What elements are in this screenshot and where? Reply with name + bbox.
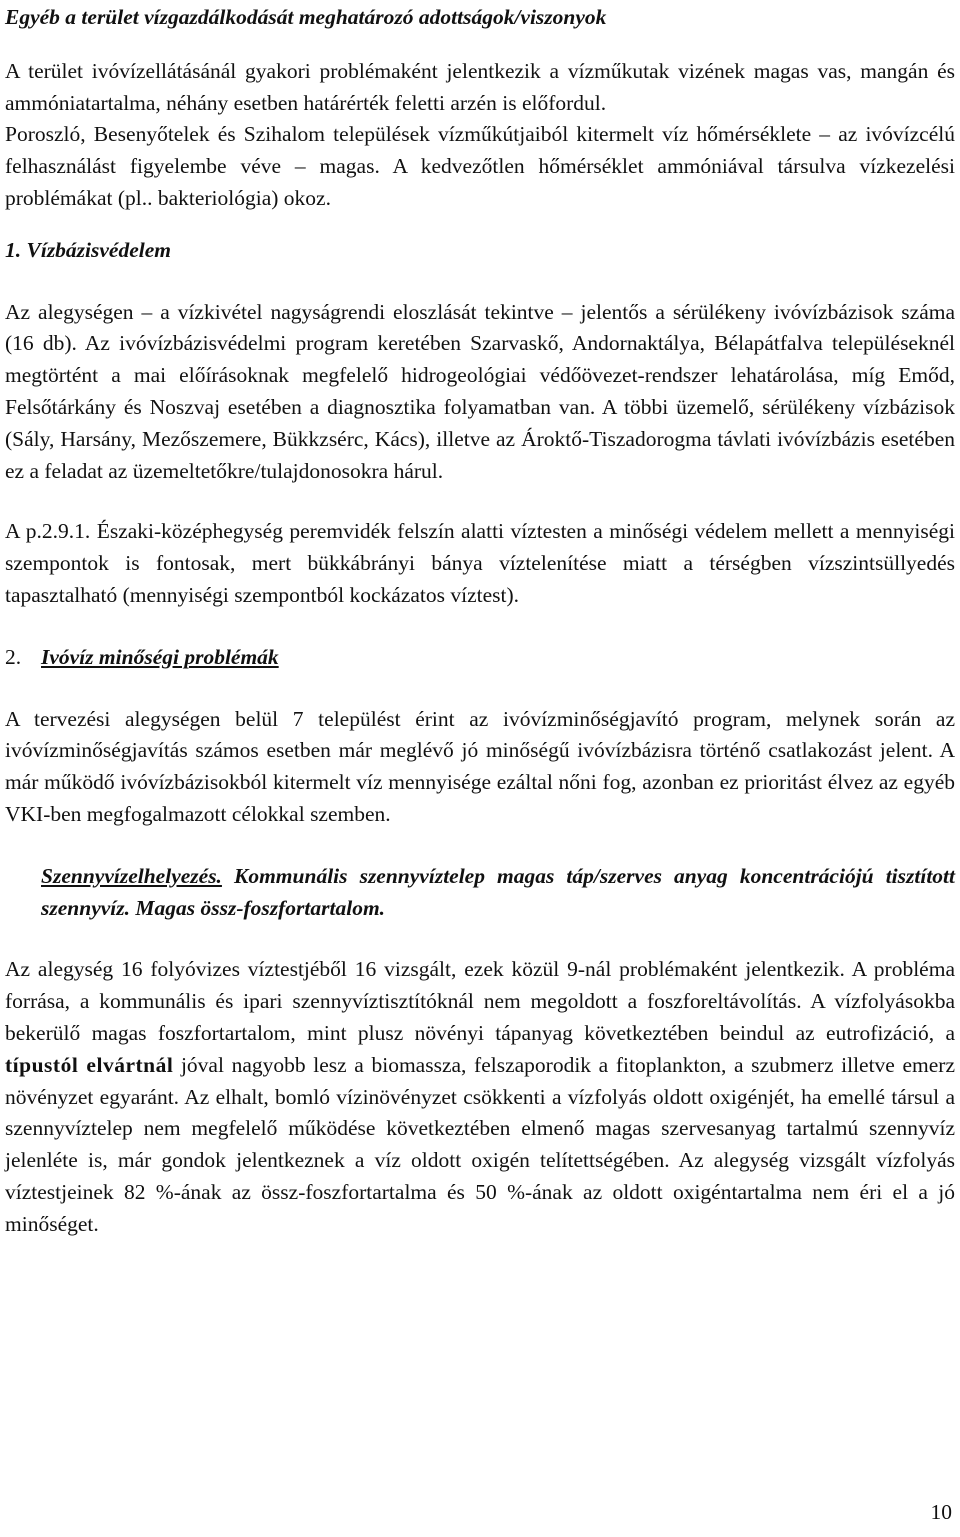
heading-3 bbox=[5, 861, 955, 925]
heading-3-number bbox=[5, 861, 41, 893]
section-1-paragraph-2: A p.2.9.1. Északi-középhegység peremvidék felszín alatti víztesten a minőségi védelem mellett a mennyiségi szempontok is fontosak, mert bükkábrányi bánya víztelenítése miatt a térségben vízszintsüllyedés tapasztalható (mennyiségi szempontból kockázatos víztest). bbox=[5, 519, 955, 607]
heading-1 bbox=[5, 235, 955, 267]
section-3-text-a: Az alegység 16 folyóvizes víztestjéből 16 vizsgált, ezek közül 9-nál problémaként jelentkezik. A probléma forrása, a kommunális és ipari szennyvíztisztítóknál nem megoldott a foszforeltávolítás. A vízfolyásokba bekerülő magas foszfortartalom, mint plusz növényi tápanyag következtében beindul az eutrofizáció, a bbox=[5, 957, 955, 1045]
heading-3-subtitle: Kommunális szennyvíztelep magas táp/szerves anyag koncentrációjú tisztított szennyvíz. Magas össz-foszfortartalom. bbox=[41, 863, 955, 920]
section-2-paragraph-1: A tervezési alegységen belül 7 települést érint az ivóvízminőségjavító program, melynek során az ivóvízminőségjavítás számos esetben már meglévő jó minőségű ivóvízbázisra történő csatlakozást jelent. A már működő ivóvízbázisokból kitermelt víz mennyisége ezáltal nőni fog, azonban ez prioritást élvez az egyéb VKI-ben megfogalmazott célokkal szemben. bbox=[5, 706, 955, 826]
page-number: 10 bbox=[930, 1500, 952, 1524]
document-page bbox=[5, 0, 955, 1241]
heading-1-title: Vízbázisvédelem bbox=[26, 237, 172, 262]
section-1-paragraph-1: Az alegységen – a vízkivétel nagyságrendi eloszlását tekintve – jelentős a sérülékeny ivóvízbázisok száma (16 db). Az ivóvízbázisvédelmi program keretében Szarvaskő, Andornaktálya, Bélapátfalva településeknél megtörtént a mai előírásoknak megfelelő hidrogeológiai védőövezet-rendszer lehatárolása, míg Emőd, Felsőtárkány és Noszvaj esetében a diagnosztika folyamatban van. A többi üzemelő, sérülékeny vízbázisok (Sály, Harsány, Mezőszemere, Bükkzsérc, Kács), illetve az Ároktő-Tiszadorogma távlati ivóvízbázis esetében ez a feladat az üzemeltetőkre/tulajdonosokra hárul. bbox=[5, 299, 955, 483]
heading-2-title: Ivóvíz minőségi problémák bbox=[41, 644, 279, 669]
intro-paragraph-2: Poroszló, Besenyőtelek és Szihalom települések vízműkútjaiból kitermelt víz hőmérséklete – az ivóvízcélú felhasználást figyelembe véve – magas. A kedvezőtlen hőmérséklet ammóniával társulva vízkezelési problémákat (pl.. bakteriológia) okoz. bbox=[5, 122, 955, 210]
heading-1-number: 1. bbox=[5, 237, 22, 262]
heading-2 bbox=[5, 642, 955, 674]
intro-paragraph-1: A terület ivóvízellátásánál gyakori problémaként jelentkezik a vízműkutak vizének magas vas, mangán és ammóniatartalma, néhány esetben határérték feletti arzén is előfordul. bbox=[5, 58, 955, 115]
section-3-emphasis: típustól elvártnál bbox=[5, 1052, 174, 1077]
section-3-paragraph-1 bbox=[5, 954, 955, 1240]
section-3-text-b: jóval nagyobb lesz a biomassza, felszaporodik a fitoplankton, a szubmerz illetve emerz növényzet egyaránt. Az elhalt, bomló vízinövényzet csökkenti a vízfolyás oldott oxigénjét, ha emellé társul a szennyvíztelep nem megfelelő működése következtében elmenő magas szervesanyag tartalmú szennyvíz jelenléte is, már gondok jelentkeznek a víz oldott oxigén telítettségében. Az alegység vizsgált vízfolyás víztestjeinek 82 %-ának az össz-foszfortartalma és 50 %-ának az oldott oxigéntartalma nem éri el a jó minőséget. bbox=[5, 1052, 955, 1236]
section-title: Egyéb a terület vízgazdálkodását meghatározó adottságok/viszonyok bbox=[5, 5, 607, 29]
heading-2-number: 2. bbox=[5, 644, 22, 669]
heading-3-title: Szennyvízelhelyezés. bbox=[41, 863, 222, 888]
